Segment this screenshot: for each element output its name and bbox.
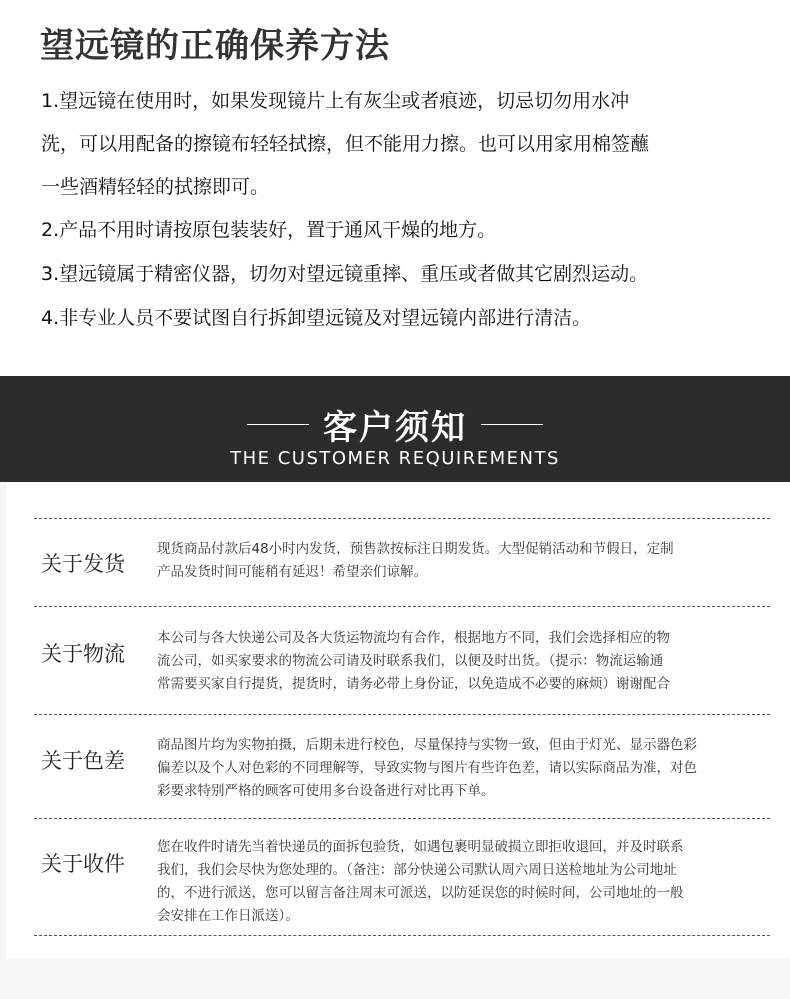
care-line: 4.非专业人员不要试图自行拆卸望远镜及对望远镜内部进行清洁。 bbox=[41, 307, 592, 329]
note-line: 会安排在工作日派送）。 bbox=[157, 908, 299, 924]
note-label-shipping: 关于发货 bbox=[41, 552, 125, 576]
note-line: 本公司与各大快递公司及各大货运物流均有合作，根据地方不同，我们会选择相应的物 bbox=[157, 630, 670, 646]
care-title: 望远镜的正确保养方法 bbox=[40, 26, 390, 66]
notes-panel bbox=[6, 482, 790, 959]
care-line: 1.望远镜在使用时，如果发现镜片上有灰尘或者痕迹，切忌切勿用水冲 bbox=[41, 90, 630, 112]
note-line: 流公司，如买家要求的物流公司请及时联系我们，以便及时出货。（提示：物流运输通 bbox=[157, 653, 664, 669]
care-line: 洗，可以用配备的擦镜布轻轻拭擦，但不能用力擦。也可以用家用棉签蘸 bbox=[41, 133, 650, 155]
banner-subtitle: THE CUSTOMER REQUIREMENTS bbox=[230, 448, 560, 469]
dashed-divider bbox=[34, 714, 770, 715]
note-label-receiving: 关于收件 bbox=[41, 852, 125, 876]
dashed-divider bbox=[34, 606, 770, 607]
dashed-divider bbox=[34, 818, 770, 819]
care-line: 2.产品不用时请按原包装装好，置于通风干燥的地方。 bbox=[41, 219, 497, 241]
customer-requirements-banner bbox=[0, 376, 790, 482]
care-line: 一些酒精轻轻的拭擦即可。 bbox=[41, 176, 270, 198]
dashed-divider bbox=[34, 518, 770, 519]
care-line: 3.望远镜属于精密仪器，切勿对望远镜重摔、重压或者做其它剧烈运动。 bbox=[41, 263, 649, 285]
note-line: 我们，我们会尽快为您处理的。（备注：部分快递公司默认周六周日送检地址为公司地址 bbox=[157, 862, 677, 878]
banner-rule-right bbox=[481, 424, 543, 425]
care-section bbox=[0, 0, 790, 376]
note-text-receiving bbox=[157, 836, 769, 928]
note-line: 现货商品付款后48小时内发货，预售款按标注日期发货。大型促销活动和节假日，定制 bbox=[157, 541, 674, 557]
banner-title: 客户须知 bbox=[323, 408, 467, 448]
note-text-logistics bbox=[157, 627, 769, 696]
note-line: 产品发货时间可能稍有延迟！希望亲们谅解。 bbox=[157, 564, 427, 580]
banner-title-row bbox=[0, 400, 790, 449]
note-line: 您在收件时请先当着快递员的面拆包验货，如遇包裹明显破损立即拒收退回，并及时联系 bbox=[157, 839, 684, 855]
note-line: 的，不进行派送，您可以留言备注周末可派送，以防延误您的时候时间，公司地址的一般 bbox=[157, 885, 684, 901]
note-label-color-difference: 关于色差 bbox=[41, 749, 125, 773]
note-text-color-difference bbox=[157, 734, 769, 803]
note-line: 常需要买家自行提货，提货时，请务必带上身份证，以免造成不必要的麻烦）谢谢配合 bbox=[157, 676, 670, 692]
note-line: 商品图片均为实物拍摄，后期未进行校色，尽量保持与实物一致，但由于灯光、显示器色彩 bbox=[157, 737, 697, 753]
note-line: 彩要求特别严格的顾客可使用多台设备进行对比再下单。 bbox=[157, 783, 495, 799]
dashed-divider bbox=[34, 935, 770, 936]
note-text-shipping bbox=[157, 538, 769, 584]
customer-notes-section bbox=[0, 482, 790, 999]
note-label-logistics: 关于物流 bbox=[41, 642, 125, 666]
note-line: 偏差以及个人对色彩的不同理解等，导致实物与图片有些许色差，请以实际商品为准，对色 bbox=[157, 760, 697, 776]
banner-rule-left bbox=[247, 424, 309, 425]
